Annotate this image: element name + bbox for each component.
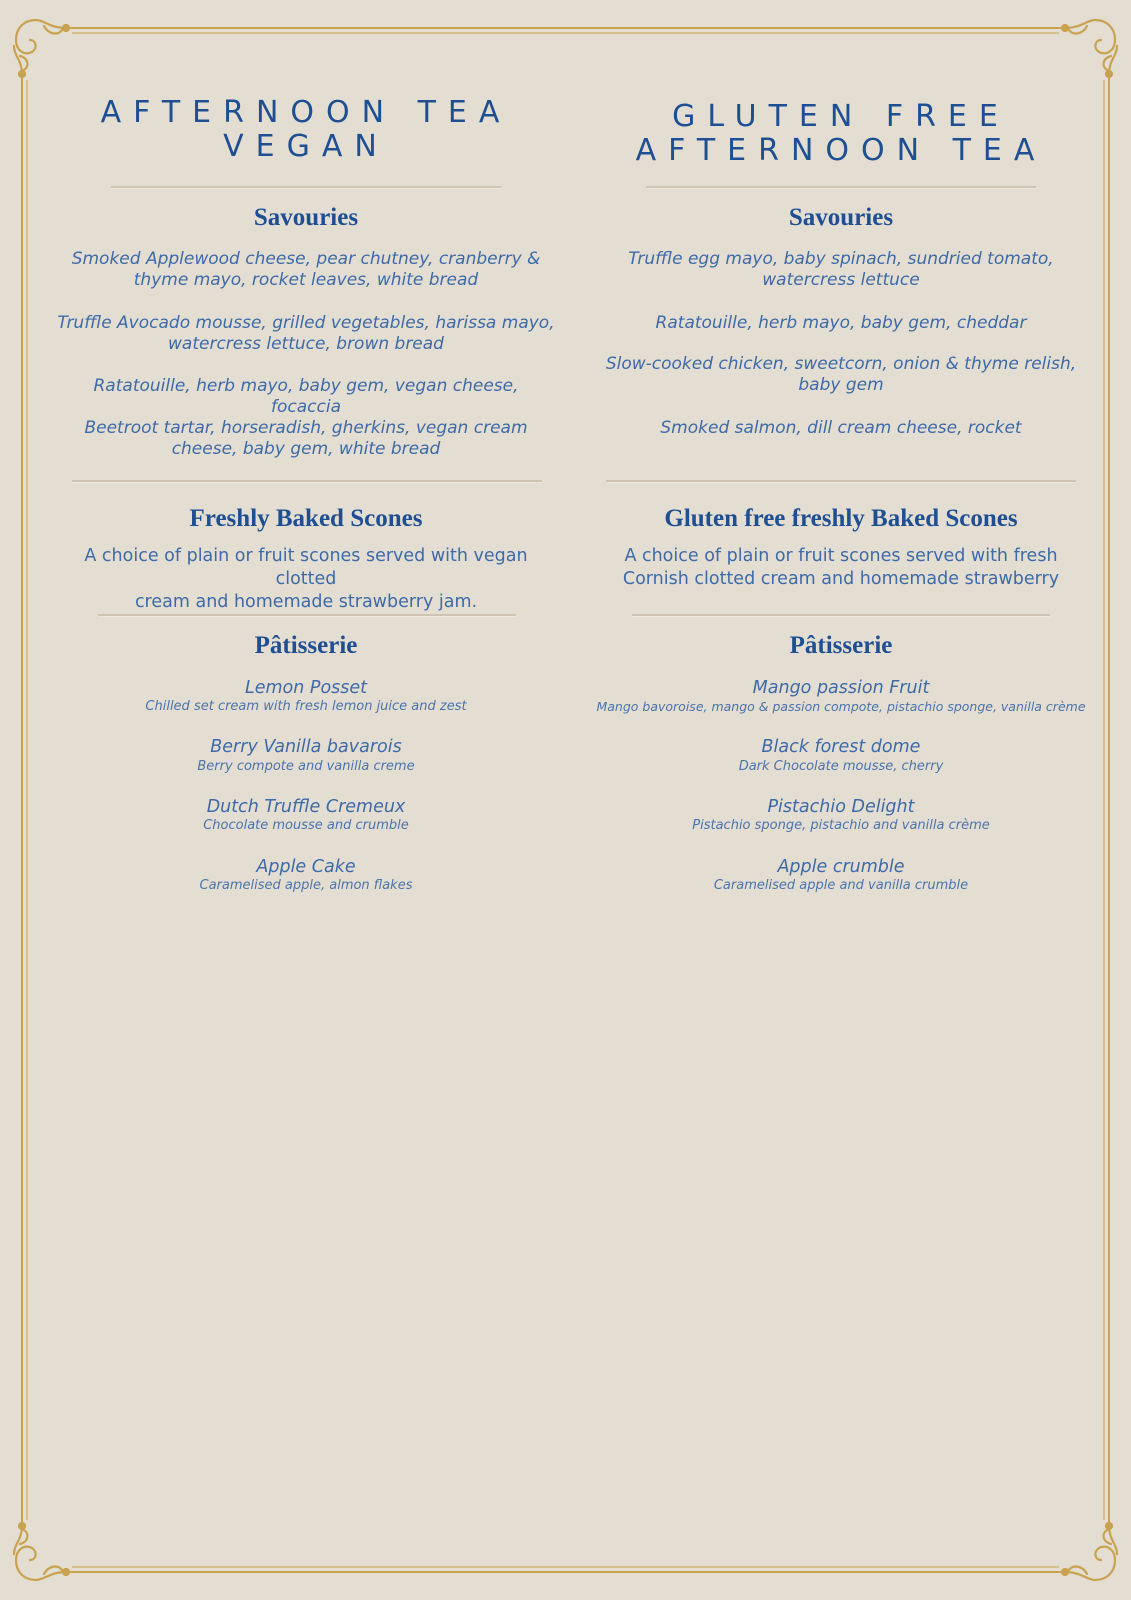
gluten-free-savoury-item-4: Smoked salmon, dill cream cheese, rocket	[660, 418, 1022, 438]
gluten-free-savouries-heading: Savouries	[788, 204, 894, 231]
vegan-patisserie-item-name: Apple Cake	[256, 857, 356, 877]
divider	[632, 614, 1050, 617]
gluten-free-scones-description: A choice of plain or fruit scones served with fresh Cornish clotted cream and homemade strawberry	[622, 546, 1060, 589]
gluten-free-patisserie-item-desc: Pistachio sponge, pistachio and vanilla crème	[692, 818, 990, 833]
gluten-free-menu-title	[580, 100, 1102, 168]
gluten-free-patisserie-item-name: Black forest dome	[761, 737, 921, 757]
vegan-menu-title	[56, 96, 556, 164]
vegan-patisserie-item-desc: Chocolate mousse and crumble	[203, 818, 409, 833]
divider	[98, 614, 516, 617]
gluten-free-patisserie-heading: Pâtisserie	[789, 632, 893, 659]
vegan-patisserie-item-desc: Berry compote and vanilla creme	[197, 759, 415, 774]
vegan-patisserie-heading: Pâtisserie	[254, 632, 358, 659]
vegan-patisserie-item-name: Berry Vanilla bavarois	[210, 737, 402, 757]
divider	[646, 186, 1036, 189]
divider	[111, 186, 501, 189]
gluten-free-patisserie-item-name: Mango passion Fruit	[752, 678, 930, 698]
gluten-free-savoury-item-3: Slow-cooked chicken, sweetcorn, onion & thyme relish, baby gem	[605, 354, 1077, 395]
vegan-patisserie-item-desc: Chilled set cream with fresh lemon juice and zest	[145, 699, 467, 714]
gluten-free-patisserie-item-name: Pistachio Delight	[767, 797, 915, 817]
vegan-savouries-heading: Savouries	[253, 204, 359, 231]
gluten-free-title-line2: AFTERNOON TEA	[635, 133, 1047, 168]
vegan-patisserie-item-name: Lemon Posset	[244, 678, 368, 698]
gluten-free-patisserie-item-desc: Caramelised apple and vanilla crumble	[713, 878, 969, 893]
vegan-savoury-item-2: Truffle Avocado mousse, grilled vegetables, harissa mayo, watercress lettuce, brown bread	[57, 313, 555, 354]
gluten-free-title-line1: GLUTEN FREE	[672, 99, 1010, 134]
gluten-free-scones-heading: Gluten free freshly Baked Scones	[664, 505, 1018, 532]
vegan-savoury-item-3: Ratatouille, herb mayo, baby gem, vegan cheese, focaccia	[93, 376, 519, 417]
vegan-savoury-item-1: Smoked Applewood cheese, pear chutney, cranberry & thyme mayo, rocket leaves, white bread	[71, 249, 541, 290]
vegan-scones-heading: Freshly Baked Scones	[189, 505, 423, 532]
vegan-title-line1: AFTERNOON TEA	[100, 95, 512, 130]
vegan-patisserie-item-desc: Caramelised apple, almon flakes	[199, 878, 413, 893]
divider	[606, 480, 1076, 483]
vegan-scones-description: A choice of plain or fruit scones served with vegan clotted cream and homemade strawberry jam.	[84, 546, 528, 612]
vegan-patisserie-item-name: Dutch Truffle Cremeux	[206, 797, 406, 817]
gluten-free-patisserie-item-desc: Dark Chocolate mousse, cherry	[738, 759, 944, 774]
gluten-free-savoury-item-2: Ratatouille, herb mayo, baby gem, cheddar	[655, 313, 1027, 333]
gluten-free-savoury-item-1: Truffle egg mayo, baby spinach, sundried tomato, watercress lettuce	[628, 249, 1054, 290]
gluten-free-patisserie-item-name: Apple crumble	[777, 857, 905, 877]
vegan-title-line2: VEGAN	[223, 129, 389, 164]
gluten-free-patisserie-item-desc: Mango bavoroise, mango & passion compote, pistachio sponge, vanilla crème	[596, 699, 1086, 714]
divider	[72, 480, 542, 483]
vegan-savoury-item-4: Beetroot tartar, horseradish, gherkins, vegan cream cheese, baby gem, white bread	[84, 418, 528, 459]
